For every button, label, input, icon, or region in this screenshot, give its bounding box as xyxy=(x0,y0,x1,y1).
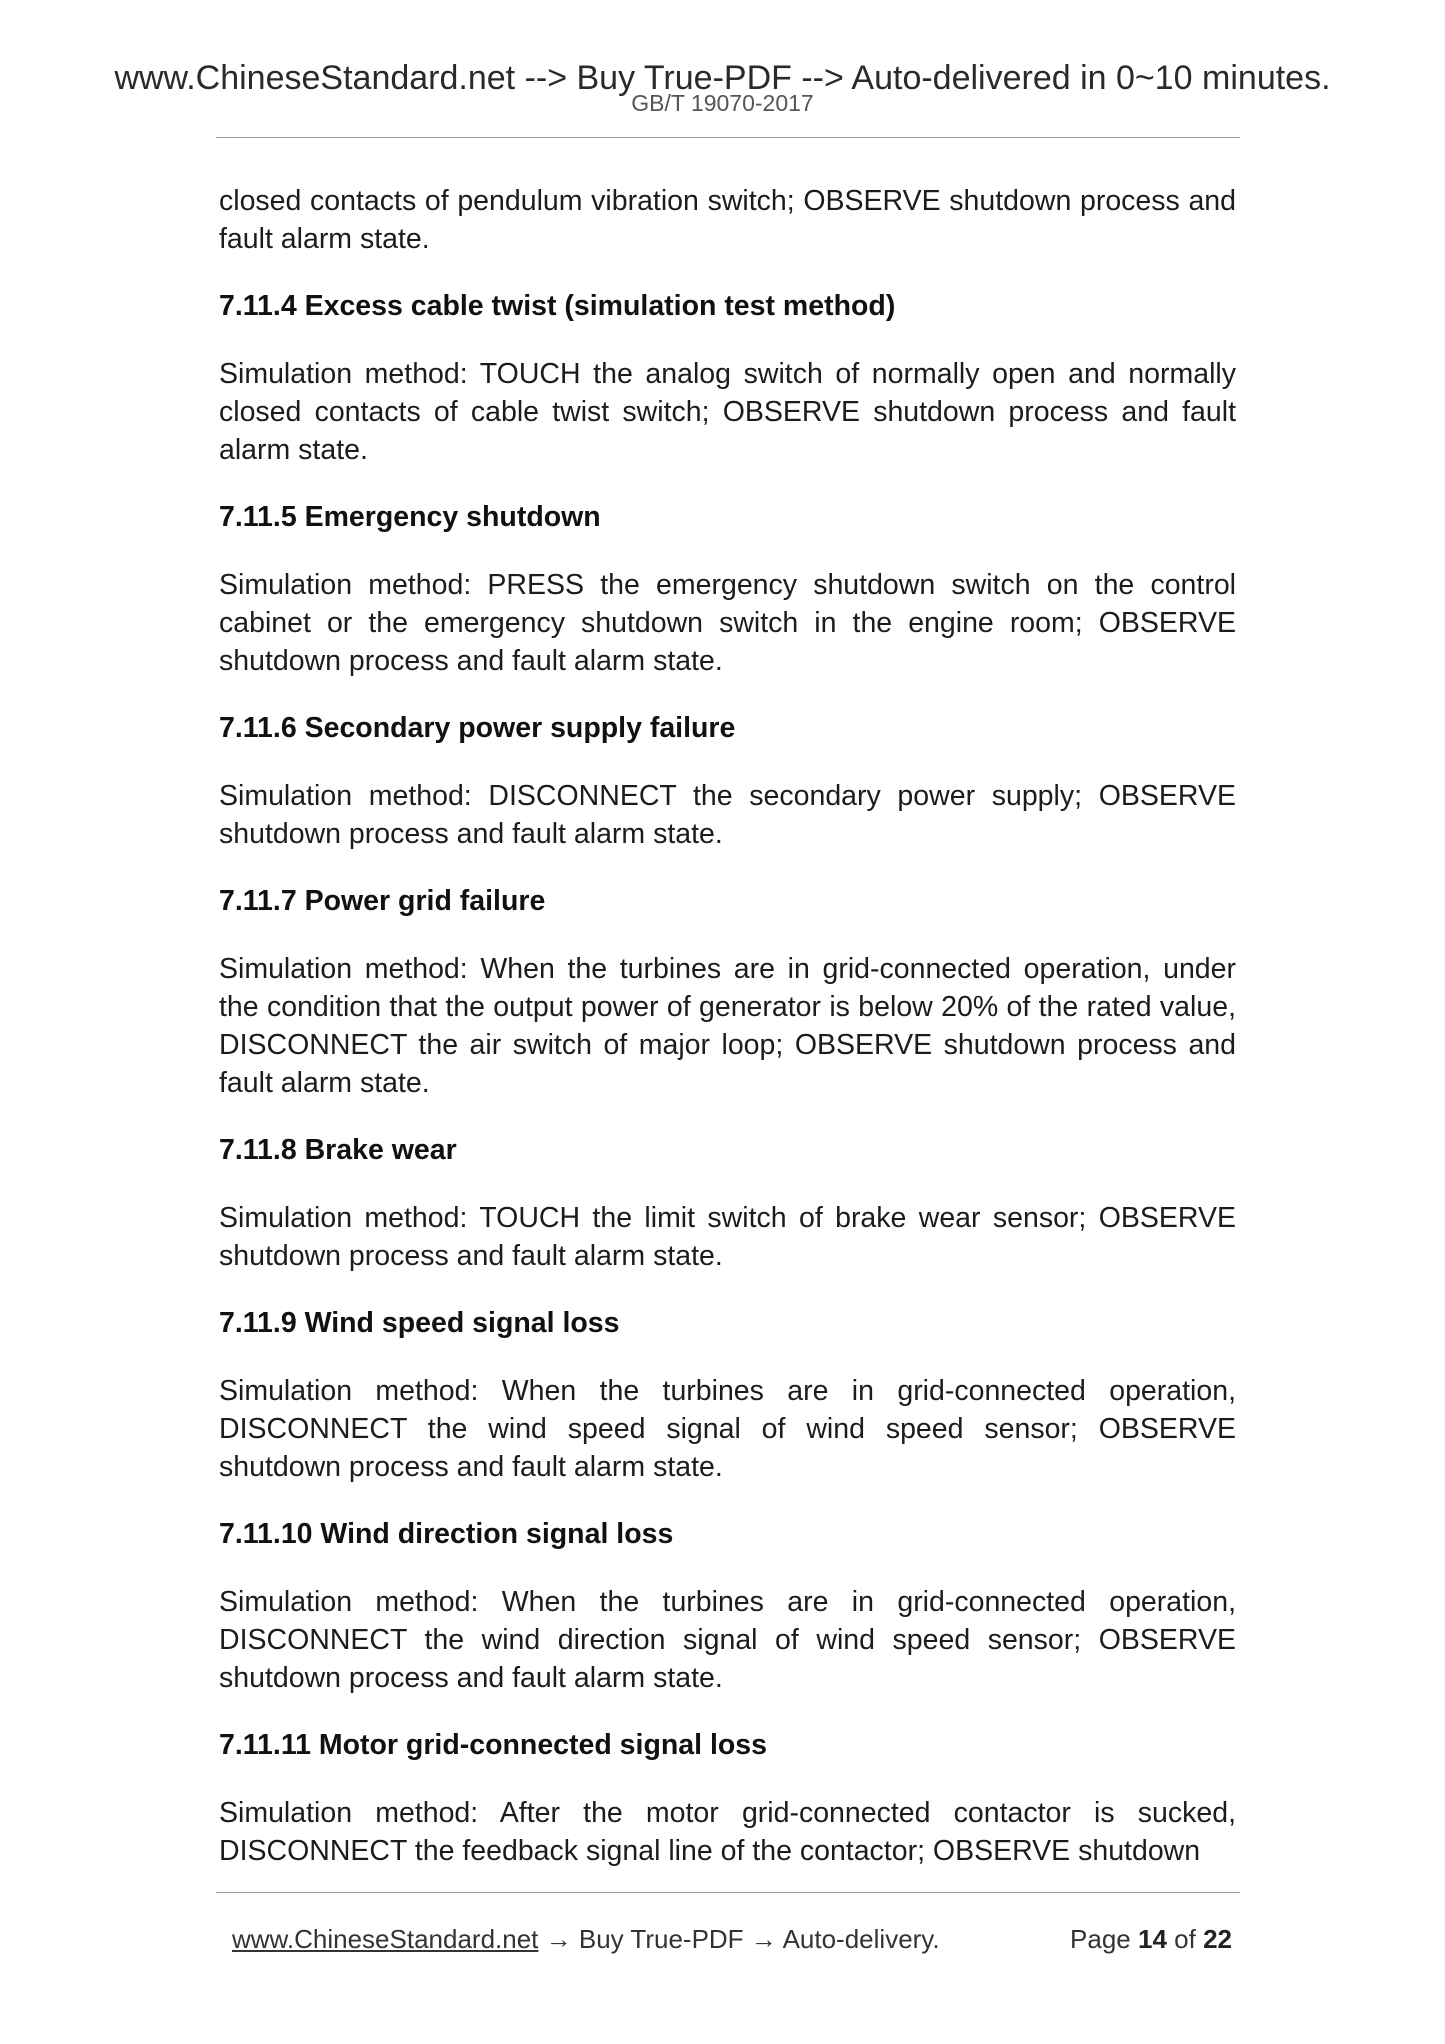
header-divider xyxy=(216,137,1240,138)
page-of-label: of xyxy=(1174,1924,1196,1954)
paragraph-7-11-5: Simulation method: PRESS the emergency shutdown switch on the control cabinet or the emergency shutdown switch in the engine room; OBSERVE shutdown process and fault alarm state. xyxy=(219,569,1236,677)
section-heading-7-11-5: 7.11.5 Emergency shutdown xyxy=(219,501,601,533)
footer-tagline: → Buy True-PDF → Auto-delivery. xyxy=(538,1924,940,1954)
paragraph-7-11-4: Simulation method: TOUCH the analog switch of normally open and normally closed contacts of cable twist switch; OBSERVE shutdown process and fault alarm state. xyxy=(219,358,1236,466)
site-banner: www.ChineseStandard.net --> Buy True-PDF --> Auto-delivered in 0~10 minutes. xyxy=(114,59,1331,97)
paragraph-7-11-7: Simulation method: When the turbines are in grid-connected operation, under the condition that the output power of generator is below 20% of the rated value, DISCONNECT the air switch of major loop; OBSERVE shutdown process and fault alarm state. xyxy=(219,953,1236,1099)
footer-promo xyxy=(232,1923,940,1955)
section-heading-7-11-6: 7.11.6 Secondary power supply failure xyxy=(219,712,736,744)
page-label: Page xyxy=(1070,1924,1131,1954)
section-heading-7-11-8: 7.11.8 Brake wear xyxy=(219,1134,457,1166)
section-heading-7-11-10: 7.11.10 Wind direction signal loss xyxy=(219,1518,674,1550)
paragraph-7-11-6: Simulation method: DISCONNECT the secondary power supply; OBSERVE shutdown process and fault alarm state. xyxy=(219,780,1236,850)
section-heading-7-11-9: 7.11.9 Wind speed signal loss xyxy=(219,1307,620,1339)
page-total: 22 xyxy=(1203,1924,1232,1954)
section-heading-7-11-7: 7.11.7 Power grid failure xyxy=(219,885,546,917)
document-body xyxy=(219,182,1236,1870)
page-number: 14 xyxy=(1138,1924,1167,1954)
paragraph-7-11-11: Simulation method: After the motor grid-connected contactor is sucked, DISCONNECT the feedback signal line of the contactor; OBSERVE shutdown xyxy=(219,1797,1236,1867)
footer-divider xyxy=(216,1892,1240,1893)
section-heading-7-11-11: 7.11.11 Motor grid-connected signal loss xyxy=(219,1729,767,1761)
paragraph-7-11-8: Simulation method: TOUCH the limit switch of brake wear sensor; OBSERVE shutdown process and fault alarm state. xyxy=(219,1202,1236,1272)
standard-code: GB/T 19070-2017 xyxy=(631,90,814,116)
paragraph-7-11-10: Simulation method: When the turbines are in grid-connected operation, DISCONNECT the wind direction signal of wind speed sensor; OBSERVE shutdown process and fault alarm state. xyxy=(219,1586,1236,1694)
paragraph-continued: closed contacts of pendulum vibration switch; OBSERVE shutdown process and fault alarm state. xyxy=(219,185,1236,255)
paragraph-7-11-9: Simulation method: When the turbines are in grid-connected operation, DISCONNECT the wind speed signal of wind speed sensor; OBSERVE shutdown process and fault alarm state. xyxy=(219,1375,1236,1483)
section-heading-7-11-4: 7.11.4 Excess cable twist (simulation test method) xyxy=(219,290,896,322)
footer-site-link[interactable]: www.ChineseStandard.net xyxy=(232,1924,539,1954)
page-indicator xyxy=(1070,1923,1232,1955)
